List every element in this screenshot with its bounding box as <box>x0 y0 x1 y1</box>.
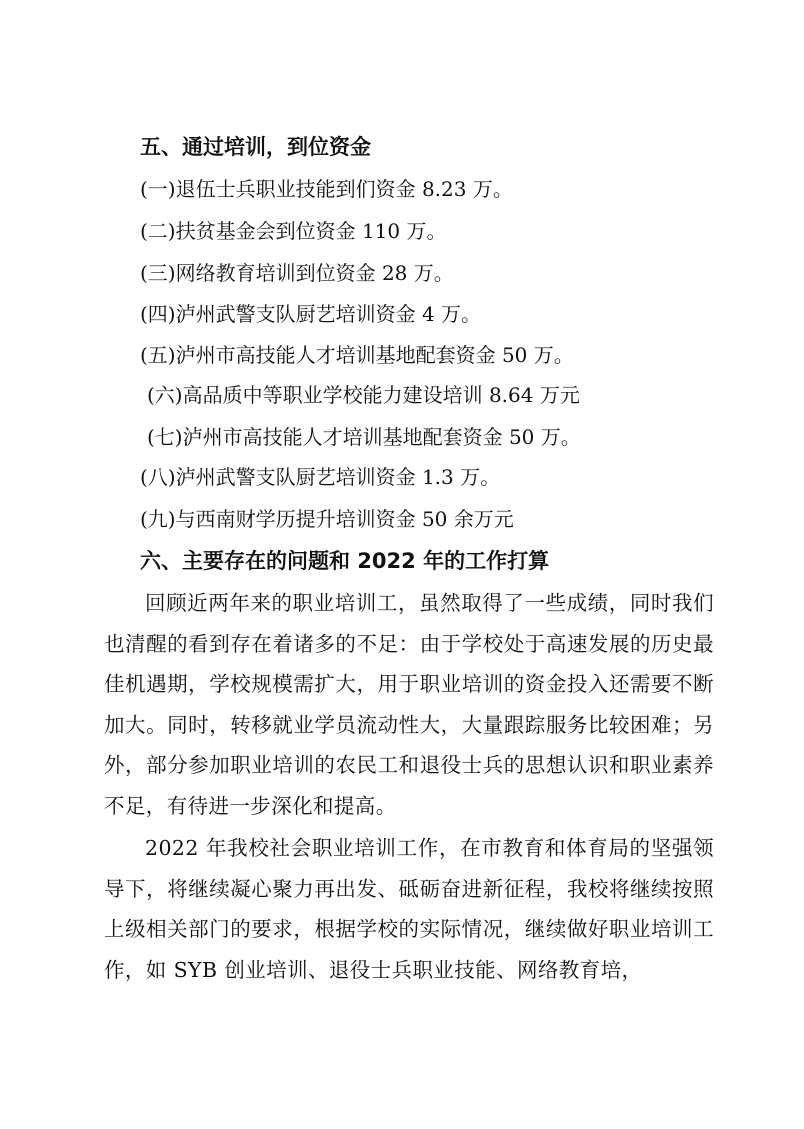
plan-2022-paragraph: 2022 年我校社会职业培训工作，在市教育和体育局的坚强领导下，将继续凝心聚力再出发、砥砺奋进新征程，我校将继续按照上级相关部门的要求，根据学校的实际情况，继续做好职业培训工作，如 SYB 创业培训、退役士兵职业技能、网络教育培， <box>104 836 714 982</box>
funding-item-6: (六)高品质中等职业学校能力建设培训 8.64 万元 <box>147 383 580 407</box>
funding-item-8: (八)泸州武警支队厨艺培训资金 1.3 万。 <box>140 465 501 489</box>
problems-paragraph: 回顾近两年来的职业培训工，虽然取得了一些成绩，同时我们也清醒的看到存在着诸多的不足：由于学校处于高速发展的历史最佳机遇期，学校规模需扩大，用于职业培训的资金投入还需要不断加大。同时，转移就业学员流动性大，大量跟踪服务比较困难；另外，部分参加职业培训的农民工和退役士兵的思想认识和职业素养不足，有待进一步深化和提高。 <box>104 591 714 818</box>
section-6-heading: 六、主要存在的问题和 2022 年的工作打算 <box>140 549 550 573</box>
funding-item-1: (一)退伍士兵职业技能到们资金 8.23 万。 <box>140 177 513 201</box>
funding-item-5: (五)泸州市高技能人才培训基地配套资金 50 万。 <box>140 343 574 367</box>
funding-item-3: (三)网络教育培训到位资金 28 万。 <box>140 261 454 285</box>
funding-item-7: (七)泸州市高技能人才培训基地配套资金 50 万。 <box>147 425 581 449</box>
funding-item-2: (二)扶贫基金会到位资金 110 万。 <box>140 219 447 243</box>
funding-item-4: (四)泸州武警支队厨艺培训资金 4 万。 <box>140 302 482 326</box>
funding-item-9: (九)与西南财学历提升培训资金 50 余万元 <box>140 507 514 531</box>
section-5-heading: 五、通过培训，到位资金 <box>140 135 371 159</box>
